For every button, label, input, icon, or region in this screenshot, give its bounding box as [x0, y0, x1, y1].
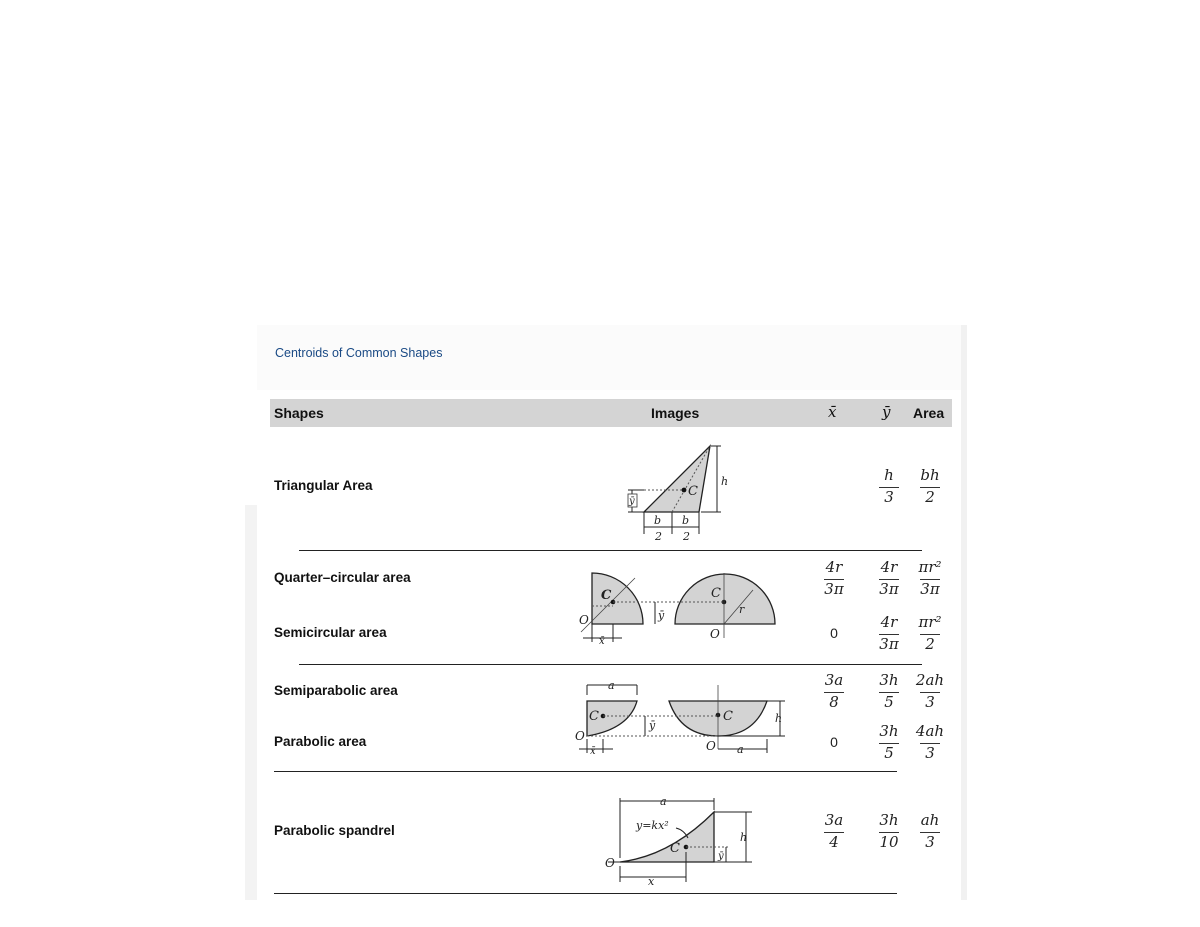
triangle-height-label: h: [721, 475, 729, 488]
formula-triangle-ybar: h 3: [869, 468, 909, 505]
svg-text:x̄: x̄: [648, 875, 655, 888]
formula-quarter-xbar: 4r 3π: [824, 558, 844, 598]
svg-text:a: a: [737, 743, 744, 756]
formula-semiparabolic-ybar: 3h 5: [879, 671, 899, 711]
formula-semiparabolic-xbar: 3a 8: [824, 671, 844, 711]
header-xbar: x̄: [828, 403, 837, 421]
svg-text:O: O: [605, 856, 615, 870]
formula-semiparabolic-area: 2ah 3: [915, 671, 945, 711]
row-label-parabolic: Parabolic area: [274, 734, 367, 749]
svg-text:h: h: [740, 831, 748, 844]
svg-text:O: O: [706, 739, 716, 753]
header-shapes: Shapes: [274, 405, 324, 421]
left-gutter: [245, 505, 257, 900]
row-divider: [274, 893, 897, 894]
svg-text:C: C: [601, 588, 612, 603]
svg-text:2: 2: [655, 530, 662, 543]
header-images: Images: [651, 405, 700, 421]
svg-text:r: r: [739, 603, 745, 616]
svg-text:O: O: [575, 729, 585, 743]
svg-text:x̄: x̄: [590, 746, 596, 757]
parabolas-diagram: [575, 677, 790, 759]
formula-parabolic-ybar: 3h 5: [879, 722, 899, 762]
svg-text:C: C: [589, 709, 599, 724]
formula-semicircle-xbar: 0: [830, 625, 838, 641]
row-label-semiparabolic: Semiparabolic area: [274, 683, 398, 698]
content-panel: [257, 325, 967, 900]
svg-text:x̄: x̄: [599, 636, 605, 647]
triangle-b-label: b: [654, 514, 662, 527]
formula-semicircle-ybar: 4r 3π: [879, 613, 899, 653]
formula-parabolic-xbar: 0: [830, 734, 838, 750]
triangle-centroid-label: C: [688, 484, 698, 499]
svg-text:h: h: [775, 712, 783, 725]
svg-text:ȳ: ȳ: [649, 719, 656, 732]
header-ybar: ȳ: [882, 403, 891, 421]
row-divider: [299, 664, 922, 665]
svg-text:b: b: [682, 514, 690, 527]
triangle-diagram: [617, 440, 747, 548]
row-label-quarter-circular: Quarter–circular area: [274, 570, 411, 585]
formula-quarter-area: πr² 3π: [918, 558, 942, 598]
svg-text:C: C: [723, 709, 733, 724]
formula-quarter-ybar: 4r 3π: [879, 558, 899, 598]
svg-text:O: O: [710, 627, 720, 641]
svg-text:ȳ: ȳ: [658, 609, 665, 622]
row-label-triangular: Triangular Area: [274, 478, 373, 493]
svg-text:a: a: [660, 795, 667, 808]
svg-text:C: C: [711, 586, 721, 601]
circles-diagram: [577, 568, 777, 648]
svg-text:2: 2: [683, 530, 690, 543]
page-title: Centroids of Common Shapes: [275, 346, 443, 360]
svg-text:C: C: [670, 841, 680, 856]
formula-semicircle-area: πr² 2: [918, 613, 942, 653]
svg-text:a: a: [608, 679, 615, 692]
svg-text:O: O: [579, 613, 589, 627]
svg-text:ȳ: ȳ: [718, 851, 724, 862]
row-divider: [299, 550, 922, 551]
table-header: [270, 399, 952, 427]
svg-text:y=kx²: y=kx²: [636, 819, 669, 832]
formula-triangle-area: bh 2: [920, 466, 940, 506]
formula-parabolic-area: 4ah 3: [915, 722, 945, 762]
formula-spandrel-area: ah 3: [920, 811, 940, 851]
row-divider: [274, 771, 897, 772]
row-label-parabolic-spandrel: Parabolic spandrel: [274, 823, 395, 838]
panel-scroll-edge: [961, 325, 967, 900]
row-label-semicircular: Semicircular area: [274, 625, 387, 640]
header-area: Area: [913, 405, 945, 421]
formula-spandrel-ybar: 3h 10: [879, 811, 899, 851]
triangle-ybar-label: ȳ: [629, 496, 635, 507]
formula-spandrel-xbar: 3a 4: [824, 811, 844, 851]
spandrel-diagram: [600, 792, 760, 892]
